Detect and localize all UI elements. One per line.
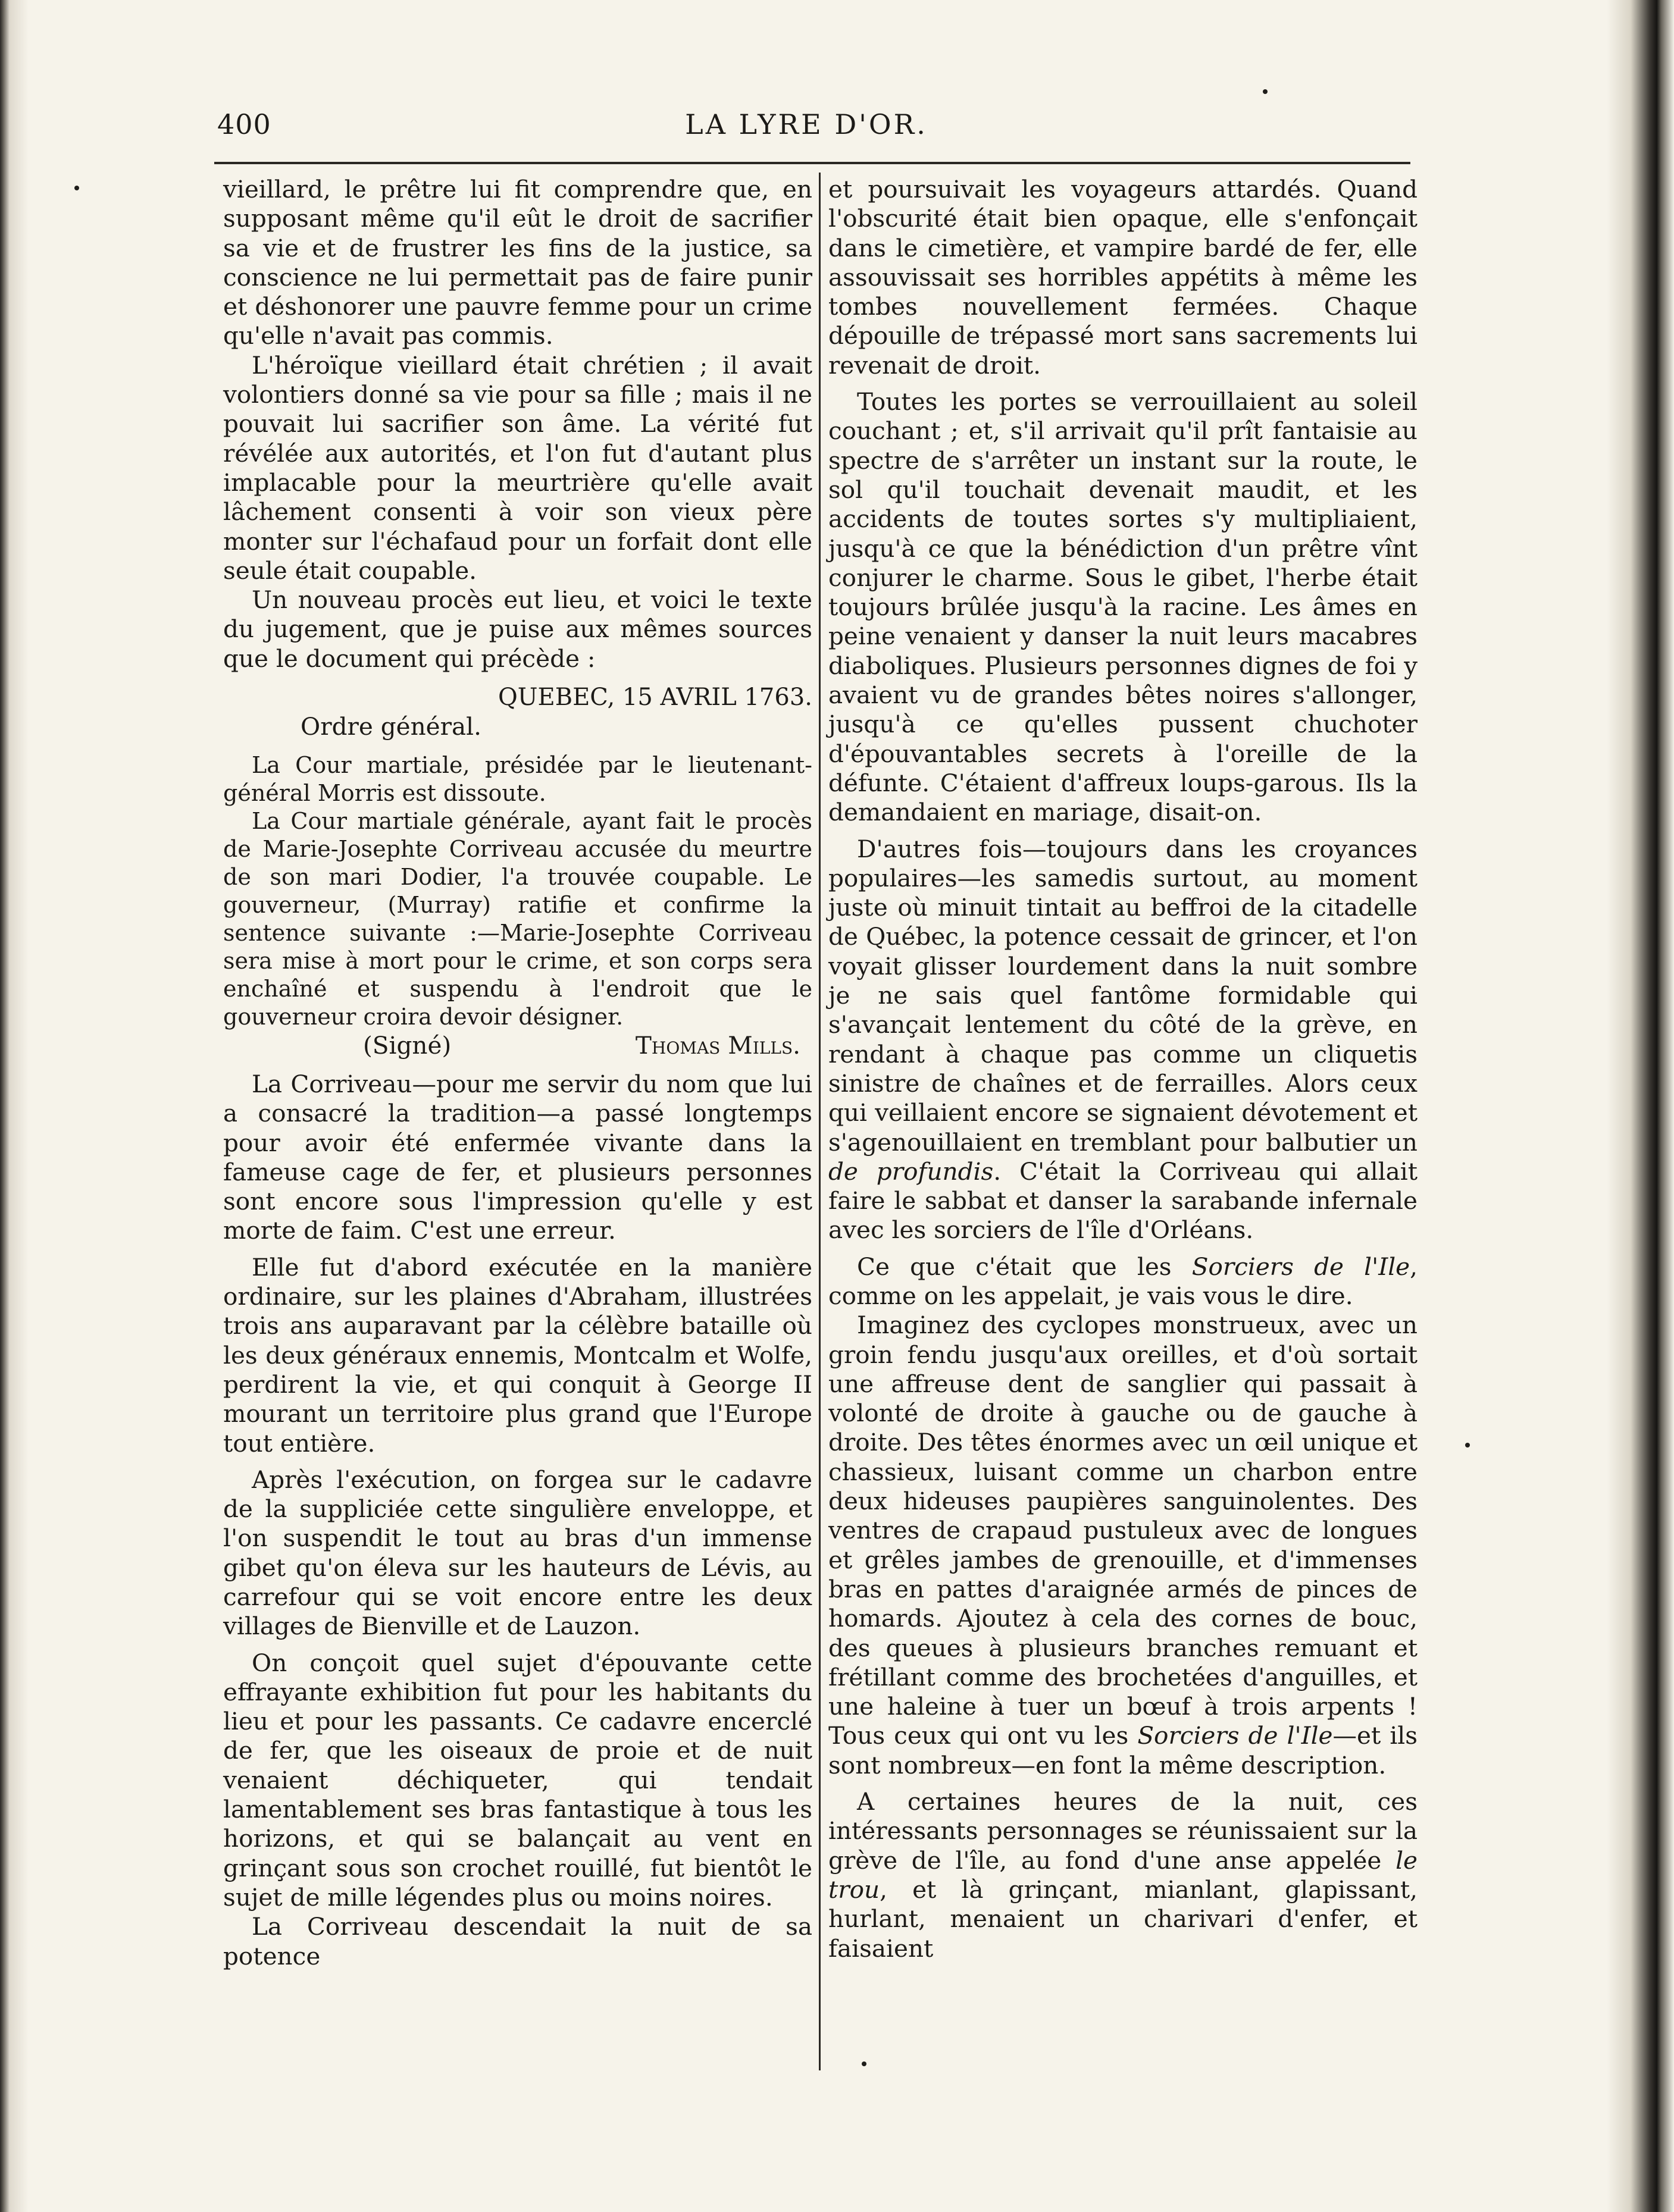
text-run: Imaginez des cyclopes monstrueux, avec un groin fendu jusqu'aux oreilles, et d'où sortait une affreuse dent de sanglier qui passait à volonté de droite à gauche ou de gauche à droite. Des têtes énormes avec un œil unique et chassieux, luisant comme un charbon entre deux hideuses paupières sanguinolentes. Des ventres de crapaud pustuleux avec de longues et grêles jambes de grenouille, et d'immenses bras en pattes d'araignée armés de pinces de homards. Ajoutez à cela des cornes de bouc, des queues à plusieurs branches remuant et frétillant comme des brochetées d'anguilles, et une haleine à tuer un bœuf à trois arpents ! Tous ceux qui ont vu les — [828, 1311, 1418, 1750]
italic-phrase: Sorciers de l'Ile — [1191, 1252, 1410, 1281]
paragraph: Un nouveau procès eut lieu, et voici le texte du jugement, que je puise aux mêmes sources que le document qui précède : — [223, 585, 812, 673]
paragraph: L'héroïque vieillard était chrétien ; il avait volontiers donné sa vie pour sa fille ; mais il ne pouvait lui sacrifier son âme. La vérité fut révélée aux autorités, et l'on fut d'autant plus implacable pour la meurtrière qu'elle avait lâchement consenti à voir son vieux père monter sur l'échafaud pour un forfait dont elle seule était coupable. — [223, 350, 812, 585]
paragraph: Après l'exécution, on forgea sur le cadavre de la suppliciée cette singulière enveloppe, et l'on suspendit le tout au bras d'un immense gibet qu'on éleva sur les hauteurs de Lévis, au carrefour qui se voit encore entre les deux villages de Bienville et de Lauzon. — [223, 1465, 812, 1641]
scan-speck — [74, 186, 79, 190]
scan-speck — [1263, 89, 1268, 94]
scan-speck — [862, 2061, 866, 2066]
paragraph: La Corriveau descendait la nuit de sa potence — [223, 1912, 812, 1970]
decree-paragraph: La Cour martiale, présidée par le lieutenant-général Morris est dissoute. — [223, 751, 812, 806]
paragraph: et poursuivait les voyageurs attardés. Quand l'obscurité était bien opaque, elle s'enfonçait dans le cimetière, et vampire bardé de fer, elle assouvissait ses horribles appétits à même les tombes nouvellement fermées. Chaque dépouille de trépassé mort sans sacrements lui revenait de droit. — [828, 175, 1418, 380]
paragraph: vieillard, le prêtre lui fit comprendre que, en supposant même qu'il eût le droit de sacrifier sa vie et de frustrer les fins de la justice, sa conscience ne lui permettait pas de faire punir et déshonorer une pauvre femme pour un crime qu'elle n'avait pas commis. — [223, 175, 812, 350]
scan-speck — [1465, 1443, 1470, 1447]
paragraph: On conçoit quel sujet d'épouvante cette effrayante exhibition fut pour les habitants du lieu et pour les passants. Ce cadavre encerclé de fer, que les oiseaux de proie et de nuit venaient déchiqueter, qui tendait lamentablement ses bras fantastique à tous les horizons, et qui se balançait au vent en grinçant sous son crochet rouillé, fut bientôt le sujet de mille légendes plus ou moins noires. — [223, 1648, 812, 1912]
header-rule — [214, 162, 1410, 164]
paragraph — [828, 1311, 1418, 1780]
page-header — [217, 105, 1395, 152]
paragraph — [828, 835, 1418, 1245]
decree-dateline: QUEBEC, 15 AVRIL 1763. — [497, 684, 812, 712]
text-run: A certaines heures de la nuit, ces intéressants personnages se réunissaient sur la grève de l'île, au fond d'une anse appelée — [828, 1787, 1418, 1875]
text-run: , comme on les appelait, je vais vous le dire. — [828, 1252, 1418, 1310]
decree-heading: Ordre général. — [301, 712, 481, 741]
left-column — [223, 175, 812, 1971]
paragraph — [828, 1252, 1418, 1311]
page-number: 400 — [217, 108, 271, 140]
scan-edge-right — [1607, 0, 1674, 2212]
signatory-name: Thomas Mills. — [635, 1030, 800, 1060]
text-run: . C'était la Corriveau qui allait faire le sabbat et danser la sarabande infernale avec les sorciers de l'île d'Orléans. — [828, 1157, 1418, 1245]
right-column — [828, 175, 1418, 1963]
paragraph: Toutes les portes se verrouillaient au soleil couchant ; et, s'il arrivait qu'il prît fantaisie au spectre de s'arrêter un instant sur la route, le sol qu'il touchait devenait maudit, et les accidents de toutes sortes s'y multipliaient, jusqu'à ce que la bénédiction d'un prêtre vînt conjurer le charme. Sous le gibet, l'herbe était toujours brûlée jusqu'à la racine. Les âmes en peine venaient y danser la nuit leurs macabres diaboliques. Plusieurs personnes dignes de foi y avaient vu de grandes bêtes noires s'allonger, jusqu'à ce qu'elles pussent chuchoter d'épouvantables secrets à l'oreille de la défunte. C'étaient d'affreux loups-garous. Ils la demandaient en mariage, disait-on. — [828, 387, 1418, 827]
signature-label: (Signé) — [363, 1030, 452, 1060]
scan-edge-left — [0, 0, 29, 2212]
paragraph: La Corriveau—pour me servir du nom que lui a consacré la tradition—a passé longtemps pour avoir été enfermée vivante dans la fameuse cage de fer, et plusieurs personnes sont encore sous l'impression qu'elle y est morte de faim. C'est une erreur. — [223, 1069, 812, 1245]
paragraph: Elle fut d'abord exécutée en la manière ordinaire, sur les plaines d'Abraham, illustrées trois ans auparavant par la célèbre bataille où les deux généraux ennemis, Montcalm et Wolfe, perdirent la vie, et qui conquit à George II mourant un territoire plus grand que l'Europe tout entière. — [223, 1252, 812, 1458]
decree-paragraph: La Cour martiale générale, ayant fait le procès de Marie-Josephte Corriveau accusée du meurtre de son mari Dodier, l'a trouvée coupable. Le gouverneur, (Murray) ratifie et confirme la sentence suivante :—Marie-Josephte Corriveau sera mise à mort pour le crime, et son corps sera enchaîné et suspendu à l'endroit que le gouverneur croira devoir désigner. — [223, 807, 812, 1030]
italic-phrase: de profundis — [828, 1157, 994, 1186]
text-run: , et là grinçant, mianlant, glapissant, hurlant, menaient un charivari d'enfer, et faisaient — [828, 1875, 1418, 1963]
decree-signature — [223, 1031, 812, 1060]
column-divider — [819, 173, 821, 2070]
italic-phrase: Sorciers de l'Ile — [1137, 1721, 1333, 1750]
text-run: D'autres fois—toujours dans les croyances populaires—les samedis surtout, au moment juste où minuit tintait au beffroi de la citadelle de Québec, la potence cessait de grincer, et l'on voyait glisser lourdement dans la nuit sombre je ne sais quel fantôme formidable qui s'avançait lentement du côté de la grève, en rendant à chaque pas comme un cliquetis sinistre de chaînes et de ferrailles. Alors ceux qui veillaient encore se signaient dévotement et s'agenouillaient en tremblant pour balbutier un — [828, 834, 1418, 1157]
text-run: —et ils sont nombreux—en font la même description. — [828, 1721, 1418, 1779]
text-run: Ce que c'était que les — [857, 1252, 1192, 1281]
italic-phrase: le trou — [828, 1846, 1418, 1904]
running-title: LA LYRE D'OR. — [685, 108, 928, 140]
paragraph — [828, 1787, 1418, 1963]
